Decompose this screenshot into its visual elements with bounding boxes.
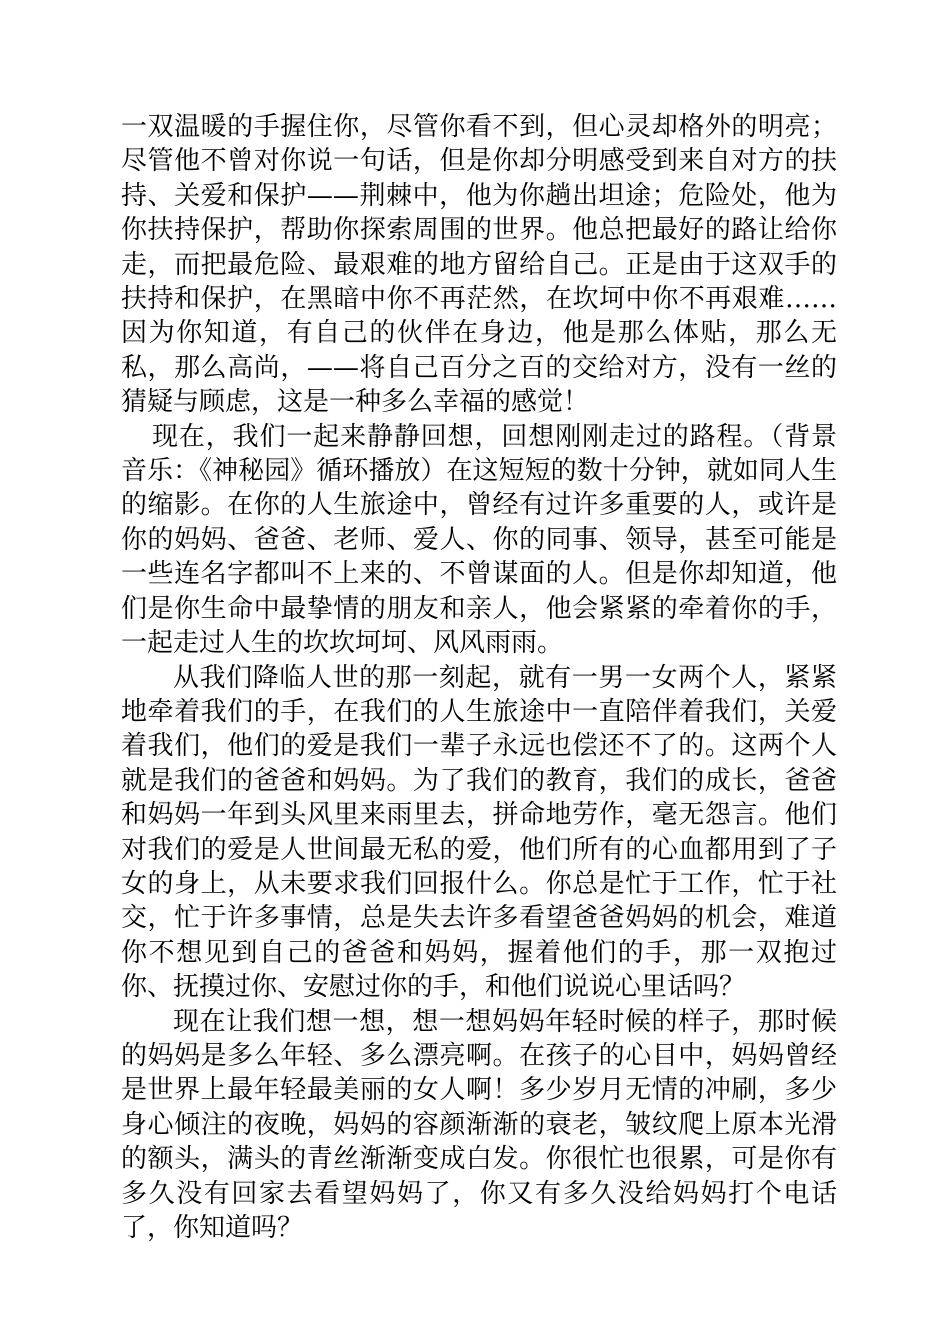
- paragraph-2: 现在，我们一起来静静回想，回想刚刚走过的路程。（背景音乐：《神秘园》循环播放）在这短短的数十分钟，就如同人生的缩影。在你的人生旅途中，曾经有过许多重要的人，或许是你的妈妈、爸爸、老师、爱人、你的同事、领导，甚至可能是一些连名字都叫不上来的、不曾谋面的人。但是你却知道，他们是你生命中最挚情的朋友和亲人，他会紧紧的牵着你的手，一起走过人生的坎坎坷坷、风风雨雨。: [121, 421, 837, 659]
- paragraph-3: 从我们降临人世的那一刻起，就有一男一女两个人，紧紧地牵着我们的手，在我们的人生旅途中一直陪伴着我们，关爱着我们，他们的爱是我们一辈子永远也偿还不了的。这两个人就是我们的爸爸和妈妈。为了我们的教育，我们的成长，爸爸和妈妈一年到头风里来雨里去，拼命地劳作，毫无怨言。他们对我们的爱是人世间最无私的爱，他们所有的心血都用到了子女的身上，从未要求我们回报什么。你总是忙于工作，忙于社交，忙于许多事情，总是失去许多看望爸爸妈妈的机会，难道你不想见到自己的爸爸和妈妈，握着他们的手，那一双抱过你、抚摸过你、安慰过你的手，和他们说说心里话吗？: [121, 662, 837, 1003]
- document-body: [121, 110, 837, 1245]
- paragraph-1: 一双温暖的手握住你，尽管你看不到，但心灵却格外的明亮；尽管他不曾对你说一句话，但是你却分明感受到来自对方的扶持、关爱和保护——荆棘中，他为你趟出坦途；危险处，他为你扶持保护，帮助你探索周围的世界。他总把最好的路让给你走，而把最危险、最艰难的地方留给自己。正是由于这双手的扶持和保护，在黑暗中你不再茫然，在坎坷中你不再艰难……因为你知道，有自己的伙伴在身边，他是那么体贴，那么无私，那么高尚，——将自己百分之百的交给对方，没有一丝的猜疑与顾虑，这是一种多么幸福的感觉！: [121, 112, 837, 418]
- paragraph-4: 现在让我们想一想，想一想妈妈年轻时候的样子，那时候的妈妈是多么年轻、多么漂亮啊。在孩子的心目中，妈妈曾经是世界上最年轻最美丽的女人啊！多少岁月无情的冲刷，多少身心倾注的夜晚，妈妈的容颜渐渐的衰老，皱纹爬上原本光滑的额头，满头的青丝渐渐变成白发。你很忙也很累，可是你有多久没有回家去看望妈妈了，你又有多久没给妈妈打个电话了，你知道吗？: [121, 1006, 837, 1243]
